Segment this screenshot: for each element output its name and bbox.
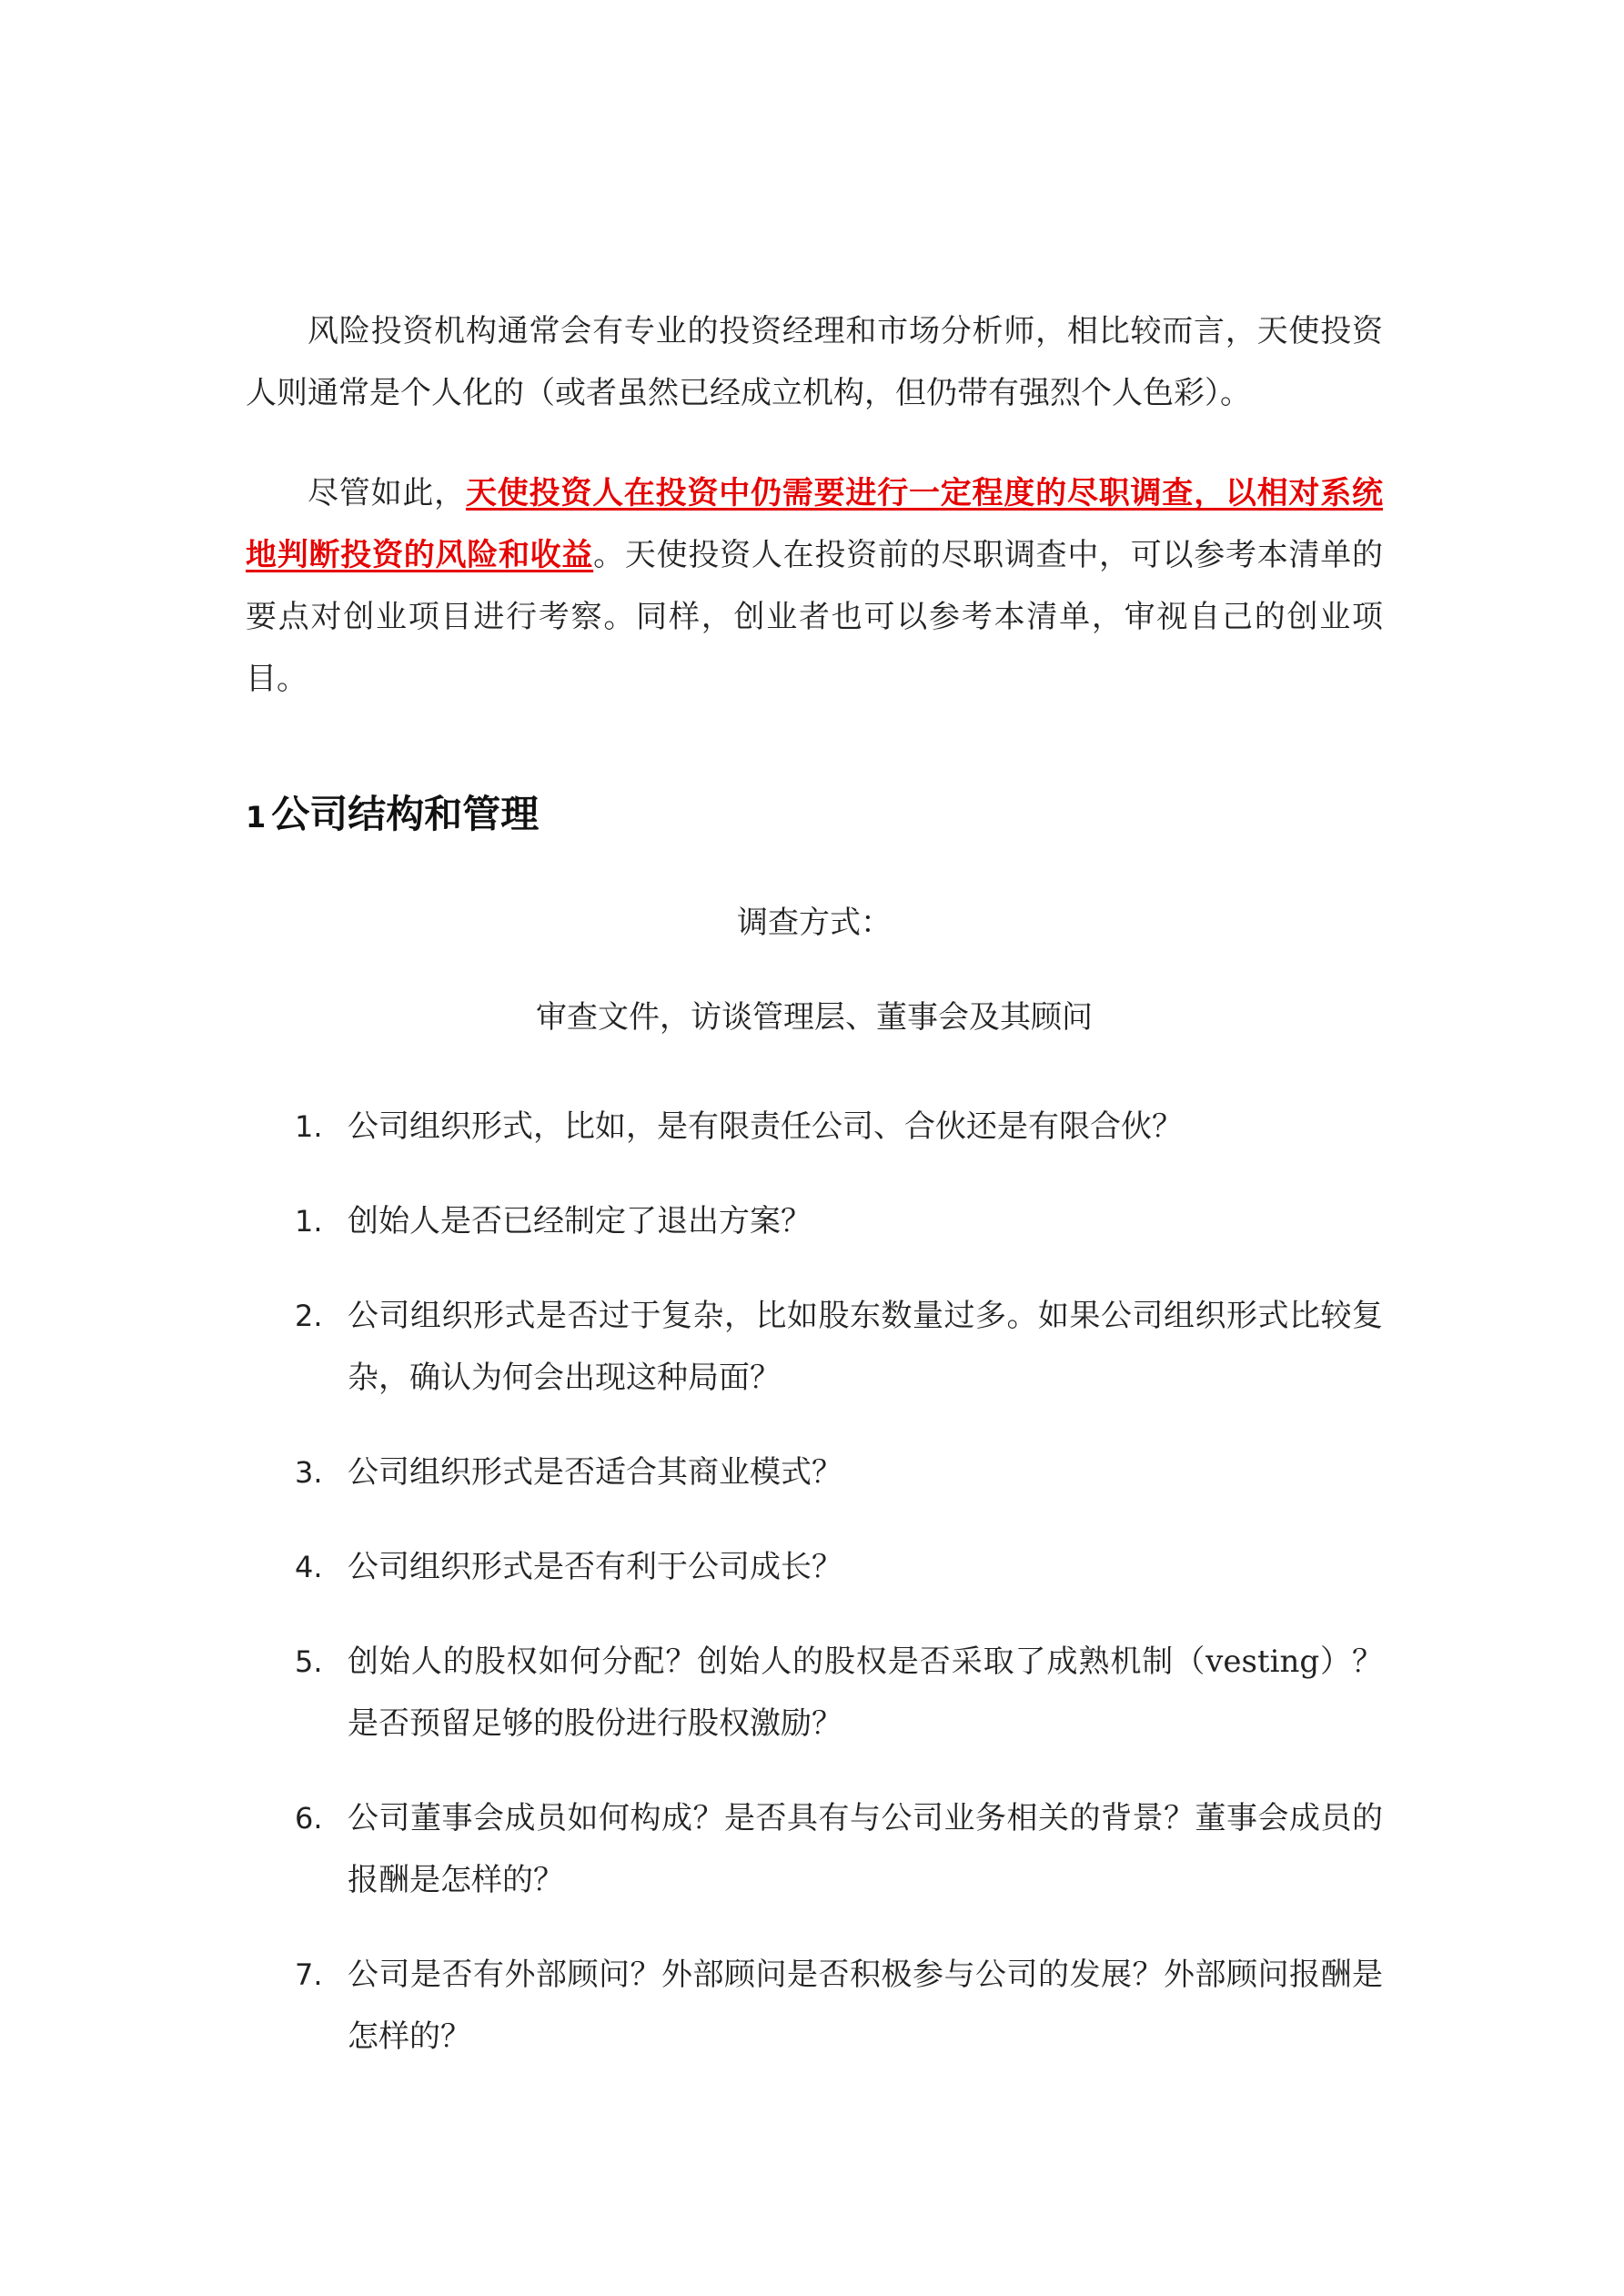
- section-title: 公司结构和管理: [271, 792, 540, 836]
- investigation-method-value: 审查文件，访谈管理层、董事会及其顾问: [536, 999, 1093, 1036]
- intro-paragraph-1: [246, 300, 1383, 424]
- question-list: [246, 1096, 1383, 2068]
- question-number: 6.: [295, 1801, 323, 1836]
- question-text: 公司组织形式是否有利于公司成长？: [348, 1549, 842, 1585]
- question-text: 公司董事会成员如何构成？是否具有与公司业务相关的背景？董事会成员的报酬是怎样的？: [348, 1800, 1383, 1898]
- question-text: 公司组织形式，比如，是有限责任公司、合伙还是有限合伙？: [348, 1108, 1183, 1145]
- question-item: [246, 1441, 1383, 1503]
- section-number: 1: [246, 800, 267, 834]
- question-item: [246, 1631, 1383, 1755]
- intro-paragraph-2-suffix: 。天使投资人在投资前的尽职调查中，可以参考本清单的要点对创业项目进行考察。同样，创业者也可以参考本清单，审视自己的创业项目。: [246, 537, 1383, 697]
- question-text: 公司是否有外部顾问？外部顾问是否积极参与公司的发展？外部顾问报酬是怎样的？: [348, 1957, 1383, 2055]
- question-item: [246, 1944, 1383, 2068]
- question-text: 公司组织形式是否适合其商业模式？: [348, 1454, 842, 1491]
- highlighted-key-point: 天使投资人在投资中仍需要进行一定程度的尽职调查，以相对系统地判断投资的风险和收益: [246, 475, 1384, 573]
- question-number: 3.: [295, 1455, 323, 1490]
- intro-paragraph-2: [246, 462, 1383, 710]
- question-item: [246, 1787, 1383, 1911]
- question-number: 1.: [295, 1109, 323, 1144]
- question-text: 创始人是否已经制定了退出方案？: [348, 1203, 812, 1239]
- intro-paragraph-1-text: 风险投资机构通常会有专业的投资经理和市场分析师，相比较而言，天使投资人则通常是个人化的（或者虽然已经成立机构，但仍带有强烈个人色彩）。: [246, 313, 1383, 411]
- question-number: 1.: [295, 1204, 323, 1239]
- question-item: [246, 1190, 1383, 1252]
- question-number: 7.: [295, 1957, 323, 1992]
- question-item: [246, 1096, 1383, 1158]
- investigation-method-label: 调查方式：: [737, 905, 892, 941]
- intro-paragraph-2-prefix: 尽管如此，: [308, 475, 466, 511]
- section-heading: [246, 787, 1383, 845]
- question-number: 4.: [295, 1550, 323, 1584]
- question-item: [246, 1285, 1383, 1409]
- question-number: 5.: [295, 1644, 323, 1679]
- question-item: [246, 1536, 1383, 1598]
- question-text: 创始人的股权如何分配？创始人的股权是否采取了成熟机制（vesting）？是否预留足够的股份进行股权激励？: [348, 1644, 1383, 1742]
- document-page: [246, 300, 1383, 2100]
- question-number: 2.: [295, 1299, 323, 1333]
- question-text: 公司组织形式是否过于复杂，比如股东数量过多。如果公司组织形式比较复杂，确认为何会出现这种局面？: [348, 1298, 1383, 1396]
